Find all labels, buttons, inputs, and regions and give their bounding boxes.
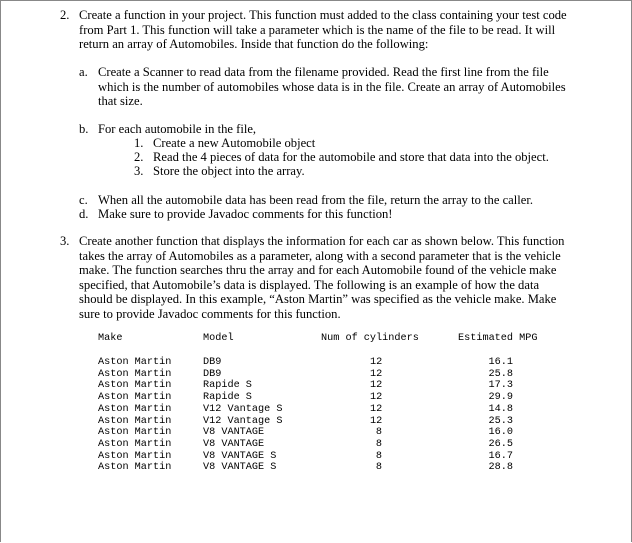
item-2b-marker: b. — [79, 122, 89, 136]
cell-cylinders: 8 — [375, 450, 382, 462]
step-2-text: Read the 4 pieces of data for the automobile and store that data into the object. — [153, 150, 549, 164]
table-header-row — [0, 333, 632, 345]
cell-mpg: 17.3 — [488, 380, 513, 392]
cell-mpg: 25.3 — [488, 415, 513, 427]
cell-make: Aston Martin — [98, 415, 172, 427]
item-2a-marker: a. — [79, 65, 88, 79]
table-row — [0, 380, 632, 392]
table-row — [0, 369, 632, 381]
cell-mpg: 16.0 — [488, 427, 513, 439]
item-2-text: Create a function in your project. This function must added to the class containing your test code from Part 1. This function will take a parameter which is the name of the file to be read. It will return an array of Automobiles. Inside that function do the following: — [79, 8, 567, 52]
cell-model: V8 VANTAGE S — [203, 462, 277, 474]
cell-mpg: 28.8 — [488, 462, 513, 474]
cell-cylinders: 12 — [370, 380, 383, 392]
cell-cylinders: 12 — [370, 392, 383, 404]
step-1-text: Create a new Automobile object — [153, 136, 316, 150]
step-1-marker: 1. — [134, 136, 144, 150]
table-row — [0, 404, 632, 416]
cell-make: Aston Martin — [98, 427, 172, 439]
cell-mpg: 14.8 — [488, 403, 513, 415]
cell-model: V8 VANTAGE — [203, 427, 265, 439]
table-row — [0, 451, 632, 463]
header-cylinders: Num of cylinders — [321, 333, 419, 344]
header-mpg: Estimated MPG — [458, 333, 538, 344]
cell-cylinders: 8 — [375, 438, 382, 450]
cell-cylinders: 12 — [370, 368, 383, 380]
item-2c-text: When all the automobile data has been read from the file, return the array to the caller. — [98, 193, 533, 207]
table-row — [0, 427, 632, 439]
table-row — [0, 416, 632, 428]
item-3-text: Create another function that displays the information for each car as shown below. This function takes the array of Automobiles as a parameter, along with a second parameter that is the vehicle make. The function searches thru the array and for each Automobile found of the vehicle make specified, that Automobile’s data is displayed. The following is an example of how the data should be displayed. In this example, “Aston Martin” was specified as the vehicle make. Make sure to provide Javadoc comments for this function. — [79, 234, 565, 321]
cell-make: Aston Martin — [98, 438, 172, 450]
cell-mpg: 29.9 — [488, 392, 513, 404]
cell-model: DB9 — [203, 357, 222, 368]
cell-cylinders: 8 — [375, 462, 382, 474]
item-3-number: 3. — [60, 234, 70, 248]
item-2b-text: For each automobile in the file, — [98, 122, 257, 136]
cell-model: V8 VANTAGE S — [203, 450, 277, 462]
cell-make: Aston Martin — [98, 462, 172, 474]
step-3-text: Store the object into the array. — [153, 164, 305, 178]
cell-model: V12 Vantage S — [203, 415, 283, 427]
cell-mpg: 16.7 — [488, 450, 513, 462]
item-2d-marker: d. — [79, 207, 89, 221]
item-2-number: 2. — [60, 8, 70, 22]
cell-cylinders: 8 — [375, 427, 382, 439]
table-row — [0, 392, 632, 404]
cell-model: DB9 — [203, 368, 222, 380]
cell-make: Aston Martin — [98, 380, 172, 392]
cell-cylinders: 12 — [370, 415, 383, 427]
cell-model: Rapide S — [203, 392, 252, 404]
cell-make: Aston Martin — [98, 450, 172, 462]
cell-model: V12 Vantage S — [203, 403, 283, 415]
cell-model: Rapide S — [203, 380, 252, 392]
cell-make: Aston Martin — [98, 368, 172, 380]
cell-make: Aston Martin — [98, 392, 172, 404]
header-model: Model — [203, 333, 234, 344]
header-make: Make — [98, 333, 123, 344]
item-2c-marker: c. — [79, 193, 88, 207]
step-2-marker: 2. — [134, 150, 144, 164]
item-2d-text: Make sure to provide Javadoc comments for this function! — [98, 207, 393, 221]
table-row — [0, 462, 632, 474]
cell-mpg: 25.8 — [488, 368, 513, 380]
cell-mpg: 26.5 — [488, 438, 513, 450]
cell-mpg: 16.1 — [488, 357, 513, 368]
cell-make: Aston Martin — [98, 403, 172, 415]
table-row — [0, 357, 632, 369]
item-2a-text: Create a Scanner to read data from the filename provided. Read the first line from the file which is the number of automobiles whose data is in the file. Create an array of Automobiles that size. — [98, 65, 566, 109]
step-3-marker: 3. — [134, 164, 144, 178]
cell-make: Aston Martin — [98, 357, 172, 368]
cell-cylinders: 12 — [370, 403, 383, 415]
table-row — [0, 439, 632, 451]
cell-model: V8 VANTAGE — [203, 438, 265, 450]
cell-cylinders: 12 — [370, 357, 383, 368]
